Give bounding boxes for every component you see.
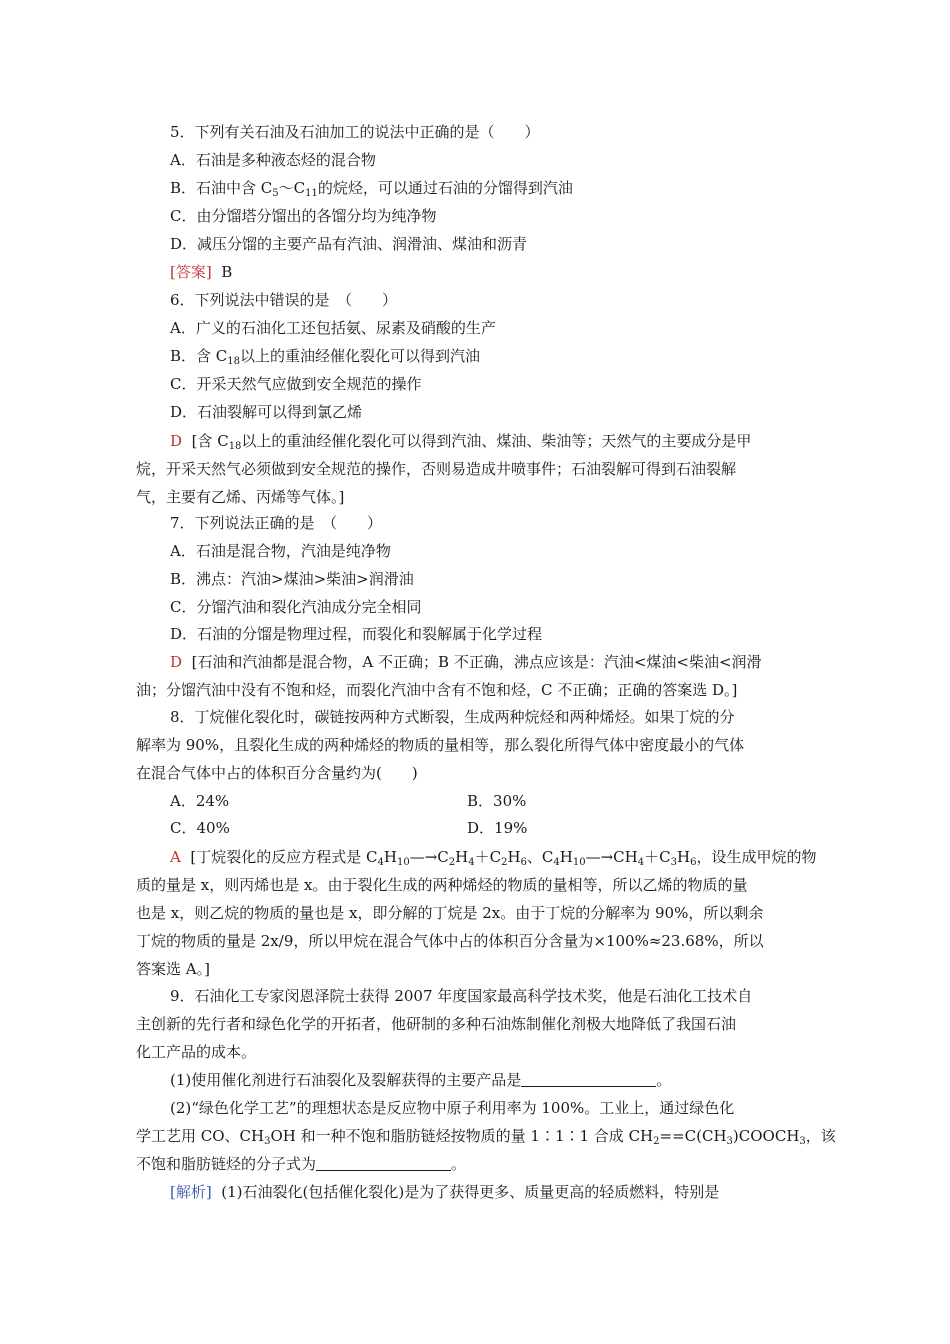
q8-stem-line-1: 8．丁烷催化裂化时，碳链按两种方式断裂，生成两种烷烃和两种烯烃。如果丁烷的分 [170,708,735,726]
q8-stem-line-3: 在混合气体中占的体积百分含量约为( ) [136,764,418,782]
q6-option-c: C．开采天然气应做到安全规范的操作 [170,375,422,393]
q5-option-d: D．减压分馏的主要产品有汽油、润滑油、煤油和沥青 [170,235,528,253]
answer-letter: D [170,432,183,450]
q7-option-a: A．石油是混合物，汽油是纯净物 [170,542,391,560]
answer-letter: D [170,653,183,671]
q9-stem-line-3: 化工产品的成本。 [136,1043,257,1061]
q9-part-2-line-3: 不饱和脂肪链烃的分子式为 。 [136,1155,467,1173]
q8-stem-line-2: 解率为 90%，且裂化生成的两种烯烃的物质的量相等，那么裂化所得气体中密度最小的气体 [136,736,745,754]
q6-explanation-line-3: 气，主要有乙烯、丙烯等气体。] [136,488,345,506]
q8-explanation-line-5: 答案选 A。] [136,960,210,978]
q5-option-c: C．由分馏塔分馏出的各馏分均为纯净物 [170,207,437,225]
q8-option-b: B．30% [467,792,527,810]
q9-analysis: [解析] (1)石油裂化(包括催化裂化)是为了获得更多、质量更高的轻质燃料，特别是 [170,1183,720,1201]
q6-option-d: D．石油裂解可以得到氯乙烯 [170,403,363,421]
q6-explanation-line-2: 烷，开采天然气必须做到安全规范的操作，否则易造成井喷事件；石油裂解可得到石油裂解 [136,460,737,478]
answer-label: [答案] [170,263,212,281]
q7-option-b: B．沸点：汽油>煤油>柴油>润滑油 [170,570,414,588]
q7-option-d: D．石油的分馏是物理过程，而裂化和裂解属于化学过程 [170,625,543,643]
q5-option-a: A．石油是多种液态烃的混合物 [170,151,376,169]
q6-explanation-line-1: D [含 $C_{18}$以上的重油经催化裂化可以得到汽油、煤油、柴油等；天然气的主要成分是甲 [170,432,752,452]
q8-option-d: D．19% [467,819,528,837]
q9-stem-line-1: 9．石油化工专家闵恩泽院士获得 2007 年度国家最高科学技术奖，他是石油化工技术自 [170,987,753,1005]
analysis-label: [解析] [170,1183,212,1201]
q6-stem: 6．下列说法中错误的是 （ ） [170,291,398,309]
q8-option-c: C．40% [170,819,230,837]
q8-explanation-line-4: 丁烷的物质的量是 2x/9，所以甲烷在混合气体中占的体积百分含量为×100%≈23.68%，所以 [136,932,764,950]
q6-option-a: A．广义的石油化工还包括氨、尿素及硝酸的生产 [170,319,496,337]
q7-option-c: C．分馏汽油和裂化汽油成分完全相同 [170,598,422,616]
q5-stem: 5．下列有关石油及石油加工的说法中正确的是（ ） [170,123,540,141]
q8-explanation-line-1: A [丁烷裂化的反应方程式是 $C_4H_{10}—\to C_2H_4+C_2H_6$、$C_4H_{10}—\to CH_4+C_3H_6$，设生成甲烷的物 [170,848,817,868]
q7-explanation-line-1: D [石油和汽油都是混合物，A 不正确；B 不正确，沸点应该是：汽油<煤油<柴油<润滑 [170,653,762,671]
q8-explanation-line-3: 也是 x，则乙烷的物质的量也是 x，即分解的丁烷是 2x。由于丁烷的分解率为 90%，所以剩余 [136,904,764,922]
answer-blank [521,1072,656,1087]
q5-answer: [答案] B [170,263,233,281]
q8-explanation-line-2: 质的量是 x，则丙烯也是 x。由于裂化生成的两种烯烃的物质的量相等，所以乙烯的物质的量 [136,876,748,894]
q5-option-b: B．石油中含 $C_5\sim C_{11}$的烷烃，可以通过石油的分馏得到汽油 [170,179,573,199]
q8-option-a: A．24% [170,792,230,810]
q9-part-2-line-1: (2)“绿色化学工艺”的理想状态是反应物中原子利用率为 100%。工业上，通过绿色化 [170,1099,735,1117]
q9-part-1: (1)使用催化剂进行石油裂化及裂解获得的主要产品是 。 [170,1071,672,1089]
q7-stem: 7．下列说法正确的是 （ ） [170,514,383,532]
q7-explanation-line-2: 油；分馏汽油中没有不饱和烃，而裂化汽油中含有不饱和烃，C 不正确；正确的答案选 D。] [136,681,738,699]
answer-blank [316,1156,451,1171]
q6-option-b: B．含 $C_{18}$以上的重油经催化裂化可以得到汽油 [170,347,481,367]
q9-stem-line-2: 主创新的先行者和绿色化学的开拓者，他研制的多种石油炼制催化剂极大地降低了我国石油 [136,1015,737,1033]
answer-letter: A [170,848,181,866]
q9-part-2-line-2: 学工艺用 CO、$CH_3OH$ 和一种不饱和脂肪链烃按物质的量 1∶1∶1 合成 $CH_2==C(CH_3)COOCH_3$，该 [136,1127,836,1147]
